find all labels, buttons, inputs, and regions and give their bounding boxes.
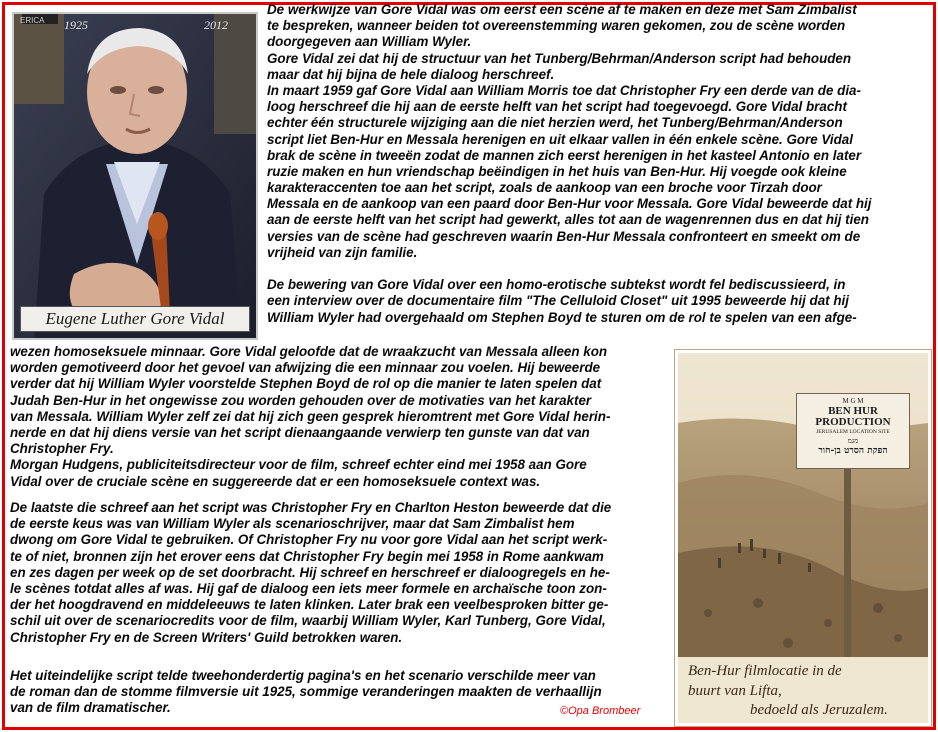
text-line: William Wyler had overgehaald om Stephen Boyd te sturen om de rol te spelen van een afge- — [267, 309, 857, 325]
text-line: script liet Ben-Hur en Messala herenigen en uit elkaar vallen in één enkele scène. Gore Vidal — [267, 131, 853, 147]
text-line: vrijheid van zijn familie. — [267, 244, 418, 260]
text-line: Christopher Fry. — [10, 441, 114, 457]
text-line: doorgegeven aan William Wyler. — [267, 34, 472, 50]
text-block-1 — [267, 2, 872, 326]
corner-text: ERICA — [20, 16, 45, 25]
text-line: maar dat hij bijna de hele dialoog herschreef. — [267, 66, 555, 82]
text-line: In maart 1959 gaf Gore Vidal aan William Morris toe dat Christopher Fry een derde van de dia- — [267, 82, 861, 98]
text-line: De bewering van Gore Vidal over een homo-erotische subtekst wordt fel bediscussieerd, in — [267, 277, 846, 293]
text-line: schil uit over de scenariocredits voor de film, waarbij William Wyler, Karl Tunberg, Gore Vidal, — [10, 613, 606, 629]
text-line: versies van de scène had geschreven waarin Ben-Hur Messala confronteert en smeekt om de — [267, 228, 861, 244]
sign-line: BEN HUR PRODUCTION — [815, 405, 891, 428]
sign-line: הפקת הסרט בן-חור — [818, 446, 888, 456]
text-line: Gore Vidal zei dat hij de structuur van het Tunberg/Behrman/Anderson script had behouden — [267, 50, 852, 66]
text-line: de eerste keus was van William Wyler als scenarioschrijver, maar dat Sam Zimbalist hem — [10, 516, 575, 532]
text-line: een interview over de documentaire film "The Celluloid Closet" uit 1995 beweerde hij dat hij — [267, 293, 849, 309]
text-line: aan de eerste helft van het script had gewerkt, alles tot aan de wagenrennen dus en dat hij tien — [267, 212, 869, 228]
location-photo — [675, 350, 931, 726]
production-sign — [796, 393, 910, 469]
text-line: te bespreken, wanneer beiden tot overeenstemming waren gekomen, zou de scène worden — [267, 18, 846, 34]
text-line: le scènes totdat alles af was. Hij gaf de dialoog een iets meer formele en archaïsche toon zon- — [10, 580, 607, 596]
text-line: te of niet, bronnen zijn het erover eens dat Christopher Fry begin mei 1958 in Rome aankwam — [10, 548, 604, 564]
text-line: loog herschreef die hij aan de eerste helft van het script had toegevoegd. Gore Vidal bracht — [267, 99, 847, 115]
text-line: Christopher Fry en de Screen Writers' Guild betrokken waren. — [10, 629, 403, 645]
portrait-illustration — [14, 14, 258, 340]
text-line: Het uiteindelijke script telde tweehonderdertig pagina's en het scenario verschilde meer van — [10, 668, 596, 683]
text-line: van de film dramatischer. — [10, 700, 171, 716]
caption-line: bedoeld als Jeruzalem. — [750, 702, 888, 718]
text-line: van Messala. William Wyler zelf zei dat hij zich geen gesprek hieromtrent met Gore Vidal herin- — [10, 408, 611, 424]
text-line: echter één structurele wijziging aan die niet herzien werd, het Tunberg/Behrman/Anderson — [267, 115, 843, 131]
text-block-2 — [10, 344, 610, 490]
text-line: der het hoogdravend en middeleeuws te laten klinken. Later brak een veelbesproken bitter ge- — [10, 597, 609, 613]
text-block-3 — [10, 500, 611, 646]
text-line: De werkwijze van Gore Vidal was om eerst een scène af te maken en deze met Sam Zimbalist — [267, 2, 857, 17]
text-line: karakteraccenten toe aan het script, zoals de aankoop van een broche voor Tirzah door — [267, 180, 822, 196]
text-block-4 — [10, 668, 602, 717]
text-line: Vidal over de cruciale scène en suggereerde dat er een homoseksuele context was. — [10, 473, 541, 489]
sign-line: M G M — [842, 397, 864, 405]
location-caption — [678, 657, 928, 723]
portrait-photo — [12, 12, 258, 340]
text-line: nerde en dat hij diens versie van het script dienaangaande verwierp ten gunste van dat van — [10, 424, 590, 440]
sign-line: JERUSALEM LOCATION SITE — [816, 429, 890, 435]
year-birth: 1925 — [64, 18, 88, 32]
text-line: Messala en de aankoop van een paard door Ben-Hur voor Messala. Gore Vidal beweerde dat hij — [267, 196, 872, 212]
text-line: dwong om Gore Vidal te gebruiken. Of Christopher Fry nu voor gore Vidal aan het script werk- — [10, 532, 608, 548]
text-line: ruzie maken en hun vriendschap beëindigen in het huis van Ben-Hur. Hij voegde ook kleine — [267, 163, 847, 179]
caption-line: buurt van Lifta, — [688, 683, 782, 699]
text-line: de roman dan de stomme filmversie uit 1925, sommige veranderingen maakten de verhaallijn — [10, 684, 602, 700]
text-line: verder dat hij William Wyler voorstelde Stephen Boyd de rol op die manier te laten spelen dat — [10, 376, 602, 392]
text-line: Morgan Hudgens, publiciteitsdirecteur voor de film, schreef echter eind mei 1958 aan Gore — [10, 457, 587, 473]
text-line: worden gemotiveerd door het gevoel van afwijzing die een minnaar zou voelen. Hij beweerde — [10, 360, 601, 376]
text-line: brak de scène in tweeën zodat de mannen zich eerst herenigen in het kasteel Antonio en later — [267, 147, 862, 163]
text-line: en zes dagen per week op de set doorbracht. Hij schreef en herschreef er dialoogregels en he- — [10, 564, 610, 580]
caption-line: Ben-Hur filmlocatie in de — [688, 663, 842, 679]
portrait-caption: Eugene Luther Gore Vidal — [20, 306, 250, 332]
year-death: 2012 — [204, 18, 228, 32]
text-line — [267, 261, 872, 277]
text-line: De laatste die schreef aan het script was Christopher Fry en Charlton Heston beweerde dat die — [10, 500, 612, 515]
sign-line: מגמ — [847, 437, 859, 445]
text-line: Judah Ben-Hur in het ongewisse zou worden gehouden over de motivaties van het karakter — [10, 392, 592, 408]
copyright-text: ©Opa Brombeer — [560, 705, 641, 717]
text-line: wezen homoseksuele minnaar. Gore Vidal geloofde dat de wraakzucht van Messala alleen kon — [10, 344, 608, 359]
